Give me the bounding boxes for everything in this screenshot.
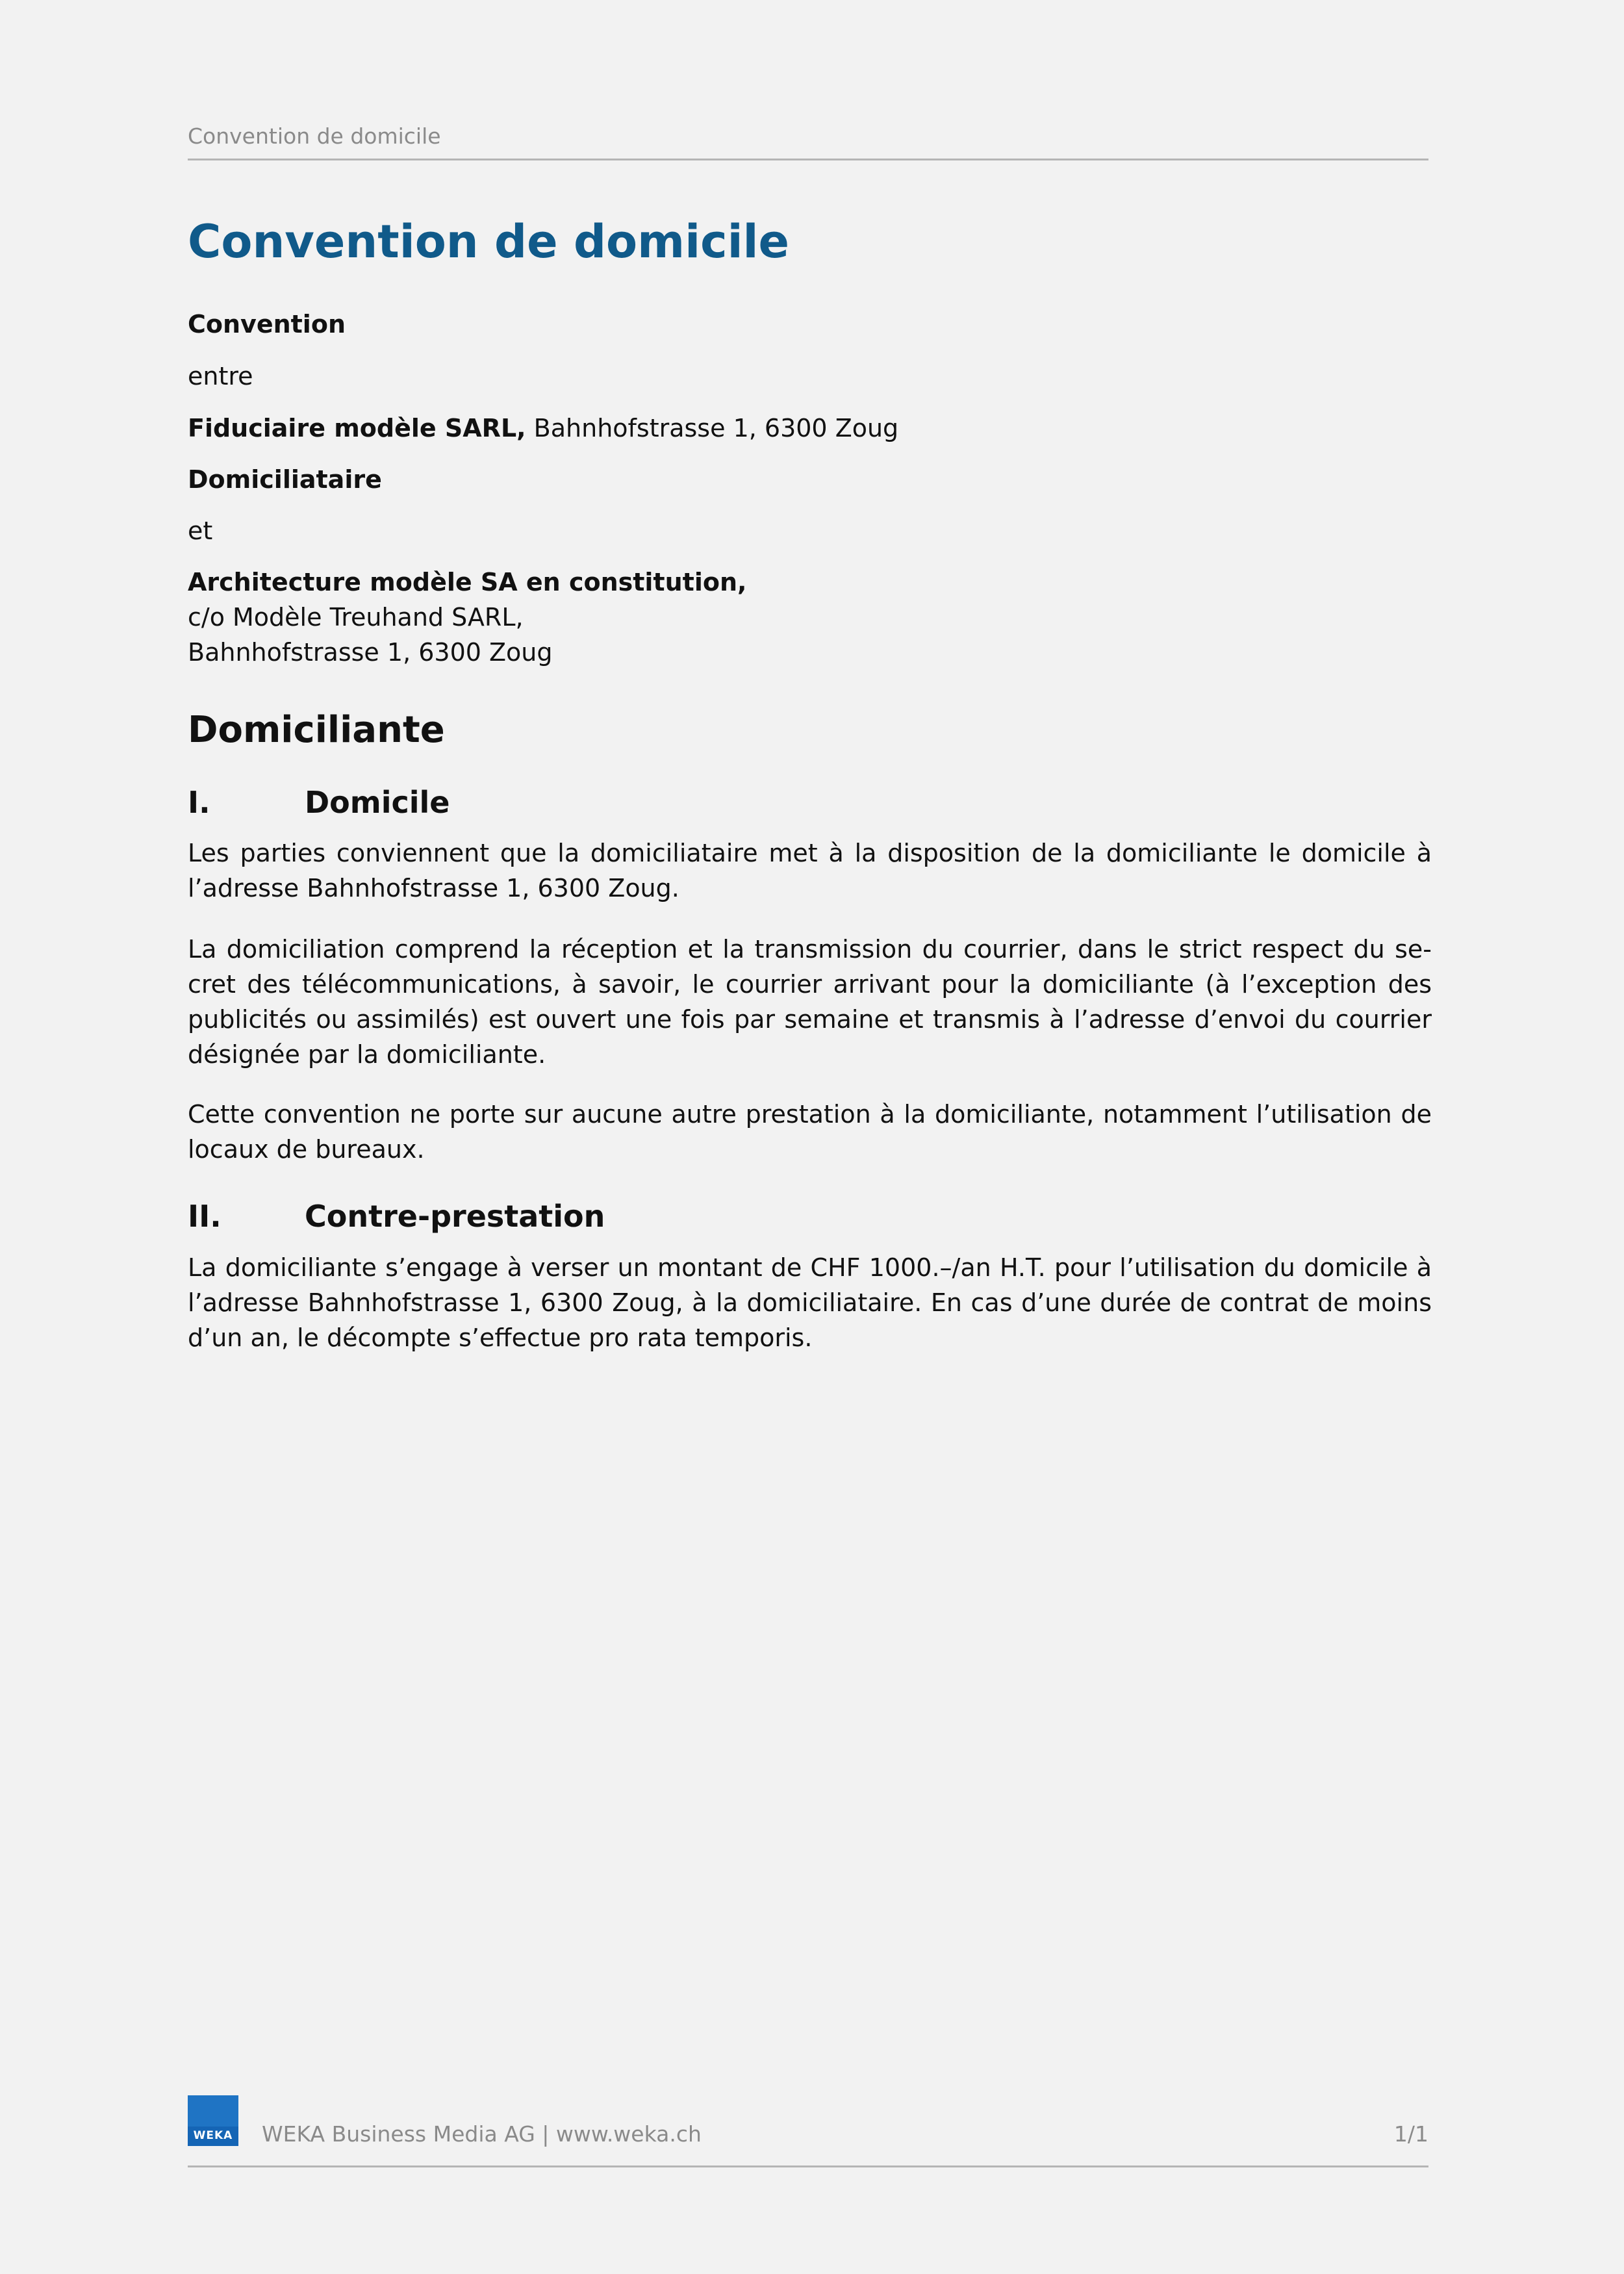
- weka-logo: [188, 2095, 238, 2146]
- section-1-paragraph-2: La domiciliation comprend la réception et la transmission du courrier, dans le strict respect du secret des télécommunications, à savoir, le courrier arrivant pour la domiciliante (à l’exception des publicités ou assimilés) est ouvert une fois par semaine et transmis à l’adresse d’envoi du courrier désignée par la domiciliante.: [188, 935, 1432, 1069]
- section-2-title: Contre-prestation: [305, 1199, 605, 1234]
- section-1-heading: [188, 783, 450, 822]
- section-1-number: I.: [188, 785, 210, 820]
- section-heading: Domiciliante: [188, 709, 445, 751]
- section-1-title: Domicile: [305, 785, 450, 820]
- header-divider: [188, 159, 1428, 160]
- between-text: entre: [188, 362, 253, 390]
- running-header: Convention de domicile: [188, 123, 441, 149]
- footer-divider: [188, 2165, 1428, 2167]
- party2-line3: Bahnhofstrasse 1, 6300 Zoug: [188, 638, 553, 667]
- party1-role: Domiciliataire: [188, 465, 382, 494]
- party1-line: [188, 411, 1432, 446]
- document-page: [188, 0, 1432, 2274]
- party2-name: Architecture modèle SA en constitution,: [188, 568, 747, 596]
- party1-address: Bahnhofstrasse 1, 6300 Zoug: [526, 414, 899, 442]
- section-1-paragraph-1: Les parties conviennent que la domiciliataire met à la disposition de la domiciliante le domicile à l’adresse Bahnhofstrasse 1, 6300 Zoug.: [188, 839, 1432, 902]
- weka-logo-text: WEKA: [193, 2129, 233, 2142]
- page-number: 1/1: [1393, 2121, 1428, 2147]
- party2-line2: c/o Modèle Treuhand SARL,: [188, 603, 524, 632]
- document-title: Convention de domicile: [188, 215, 790, 268]
- section-2-number: II.: [188, 1199, 222, 1234]
- and-text: et: [188, 517, 213, 545]
- convention-label: Convention: [188, 310, 346, 339]
- section-2-paragraph-1: La domiciliante s’engage à verser un montant de CHF 1000.–/an H.T. pour l’utilisation du domicile à l’adresse Bahnhofstrasse 1, 6300 Zoug, à la domiciliataire. En cas d’une durée de contrat de moins d’un an, le décompte s’effectue pro rata temporis.: [188, 1253, 1432, 1352]
- section-2-heading: [188, 1197, 605, 1236]
- section-1-paragraph-3: Cette convention ne porte sur aucune autre prestation à la domiciliante, notamment l’utilisation de locaux de bureaux.: [188, 1100, 1432, 1164]
- footer-company: WEKA Business Media AG | www.weka.ch: [262, 2121, 702, 2147]
- party2-block: [188, 565, 1432, 670]
- party1-name: Fiduciaire modèle SARL,: [188, 414, 526, 442]
